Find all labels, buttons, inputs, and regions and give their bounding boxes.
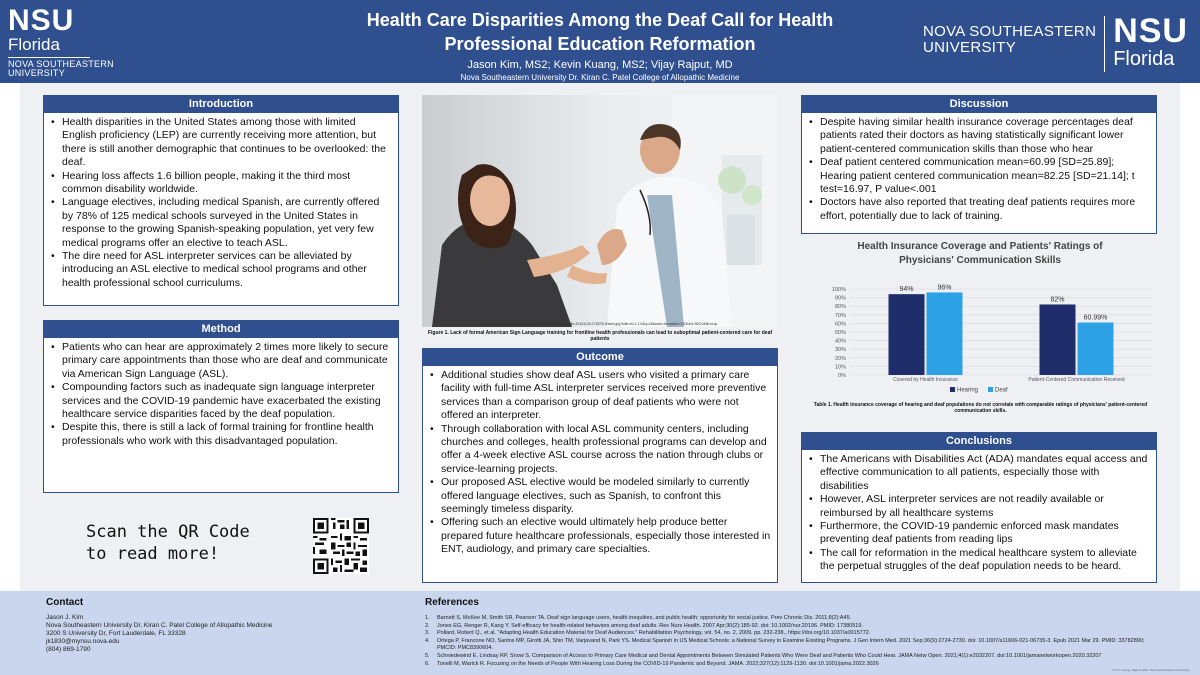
bar <box>889 294 925 375</box>
legend-swatch <box>950 387 955 392</box>
bar <box>1078 323 1114 375</box>
list-item: • Through collaboration with local ASL community centers, including churches and colleges, health professional programs can develop and offer a 4-week elective ASL course across the nation through clubs or service-learning projects. <box>429 423 771 477</box>
method-list <box>44 338 398 450</box>
data-label: 82% <box>1050 296 1065 304</box>
data-label: 60.99% <box>1083 314 1108 322</box>
legend-label: Deaf <box>995 387 1008 394</box>
list-item: • Hearing loss affects 1.6 billion people, making it the third most common disability worldwide. <box>50 170 392 197</box>
method-section <box>43 320 399 493</box>
bar <box>927 292 963 375</box>
contact-heading: Contact <box>46 597 84 608</box>
discussion-section <box>801 95 1157 234</box>
reference-item <box>425 653 1155 661</box>
y-tick-label: 30% <box>834 347 846 354</box>
authors: Jason Kim, MS2; Kevin Kuang, MS2; Vijay Rajput, MD <box>467 59 733 71</box>
list-item: • The Americans with Disabilities Act (ADA) mandates equal access and effective communication to all patients, especially those with disabilities <box>808 453 1150 493</box>
references-heading: References <box>425 597 479 608</box>
y-tick-label: 40% <box>834 338 846 345</box>
logo-right-divider <box>1104 16 1105 72</box>
logo-right-nova-line1: NOVA SOUTHEASTERN <box>923 23 1097 40</box>
y-tick-label: 50% <box>834 330 846 336</box>
contact-email[interactable]: jk1830@mynsu.nova.edu <box>46 638 120 645</box>
y-tick-label: 0% <box>838 373 846 379</box>
list-item: • Offering such an elective would ultimately help produce better prepared future healthcare professionals, especially those interested in ENT, audiology, and primary care specialties. <box>429 516 771 556</box>
qr-prompt-line1: Scan the QR Code <box>86 522 250 542</box>
list-item: • However, ASL interpreter services are not readily available or reimbursed by all healthcare systems <box>808 493 1150 520</box>
logo-florida-text: Florida <box>8 35 60 54</box>
figure-credit: https://images.theconversation.com/files/304249/original/file-20191128-178078-9nlwln.jpg?ixlib=rb-1.1.0&q=45&auto=format&w=1200&h=900.0&fit=crop <box>481 322 718 326</box>
reference-item <box>425 615 1155 623</box>
affiliation: Nova Southeastern University Dr. Kiran C. Patel College of Allopathic Medicine <box>460 73 740 82</box>
qr-prompt <box>86 521 250 565</box>
contact-address: 3200 S University Dr, Fort Lauderdale, FL 33328 <box>46 630 186 637</box>
list-item: • Doctors have also reported that treating deaf patients requires more effort, potentially due to lack of training. <box>808 196 1150 223</box>
list-item: • Despite this, there is still a lack of formal training for frontline health professionals who work with this disadvantaged population. <box>50 421 392 448</box>
data-label: 96% <box>937 284 952 292</box>
introduction-heading: Introduction <box>44 96 398 113</box>
x-tick-label: Covered by Health Insurance <box>893 377 958 383</box>
list-item: • Language electives, including medical Spanish, are currently offered by 78% of 125 medical schools surveyed in the United States in response to the growing Spanish-speaking population, yet very few medical programs offer an elective to teach ASL. <box>50 196 392 250</box>
figure-caption: Figure 1. Lack of formal American Sign Language training for frontline health professionals can lead to suboptimal patient-centered care for deaf patients <box>427 330 773 342</box>
qr-code-icon[interactable] <box>313 518 369 574</box>
reference-text: Barnett S, McKee M, Smith SR, Pearson TA. Deaf sign language users, health inequities, and public health: opportunity for social justice. Prev Chronic Dis. 2011;8(2):A45. <box>437 615 852 621</box>
logo-university-line1: NOVA SOUTHEASTERN <box>8 59 114 69</box>
discussion-heading: Discussion <box>802 96 1156 113</box>
data-label: 94% <box>899 286 914 294</box>
y-tick-label: 10% <box>834 364 846 371</box>
reference-number: 2. <box>425 622 430 629</box>
y-tick-label: 70% <box>834 312 846 319</box>
reference-text: Tonelli M, Warick R. Focusing on the Needs of People With Hearing Loss During the COVID-19 Pandemic and Beyond. JAMA. 2022;327(12):1129-1130. doi:10.1001/jama.2022.3026 <box>437 660 879 667</box>
conclusions-section <box>801 432 1157 583</box>
doctor-patient-illustration <box>422 95 777 327</box>
chart-title <box>820 240 1140 268</box>
list-item: • Furthermore, the COVID-19 pandemic enforced mask mandates preventing deaf patients from reading lips <box>808 520 1150 547</box>
list-item: • Patients who can hear are approximately 2 times more likely to secure primary care appointments than those who are deaf and communicate via American Sign Language (ASL). <box>50 341 392 381</box>
poster-title-line2: Professional Education Reformation <box>444 34 756 54</box>
reference-item <box>425 661 1155 669</box>
reference-number: 5. <box>425 652 430 659</box>
poster-title-line1: Health Care Disparities Among the Deaf Call for Health <box>366 10 834 30</box>
qr-prompt-line2: to read more! <box>86 544 220 564</box>
logo-right-nsu: NSU <box>1113 12 1188 50</box>
reference-number: 6. <box>425 660 430 667</box>
references-list <box>425 615 1155 668</box>
y-tick-label: 90% <box>834 295 846 302</box>
y-tick-label: 100% <box>831 287 846 293</box>
bar <box>1040 304 1076 375</box>
contact-phone: (804) 869-1790 <box>46 646 91 653</box>
logo-right-nova-line2: UNIVERSITY <box>923 39 1017 56</box>
reference-number: 1. <box>425 615 430 621</box>
y-tick-label: 20% <box>834 355 846 362</box>
x-tick-label: Patient-Centered Communication Received <box>1028 377 1125 383</box>
logo-right-mark <box>1113 14 1188 70</box>
reference-text: Pollard, Robert Q., et al. "Adapting Health Education Material for Deaf Audiences." Rehabilitation Psychology, vol. 54, no. 2, 2009, pp. 232-238., https://doi.org/10.1037/a0015772. <box>437 630 871 637</box>
list-item: • Our proposed ASL elective would be modeled similarly to currently offered language electives, such as Spanish, to confront this seemingly timeless disparity. <box>429 476 771 516</box>
list-item: • The call for reformation in the medical healthcare system to alleviate the perpetual struggles of the deaf population needs to be heard. <box>808 547 1150 574</box>
reference-text: Schniedewind E, Lindsay RP, Snow S. Comparison of Access to Primary Care Medical and Dental Appointments Between Simulated Patients Who Were Deaf and Patients Who Could Hear. JAMA Netw Open. 2021;4(1):e2032207. doi:10.1001/jamanetworkopen.2020.32207 <box>437 652 1102 659</box>
title-block <box>300 8 900 83</box>
logo-right-florida: Florida <box>1113 48 1175 70</box>
reference-text: Ortega P, Francone NO, Santos MP, Girotti JA, Shin TM, Varjavand N, Park YS. Medical Spanish in US Medical Schools: a National Survey to Examine Existing Programs. J Gen Intern Med. 2021 Sep;36(9):2724-2730. doi: 10.1007/s11606-021-06735-3. Epub 2021 Mar 29. PMID: 33782890; PMCID: PMC8390604. <box>437 637 1145 652</box>
discussion-list <box>802 113 1156 225</box>
outcome-section <box>422 348 778 583</box>
list-item: • Deaf patient centered communication mean=60.99 [SD=25.89]; Hearing patient centered communication mean=82.25 [SD=21.14]; t test=16.97, P value<.001 <box>808 156 1150 196</box>
contact-affiliation: Nova Southeastern University Dr. Kiran C. Patel College of Allopathic Medicine <box>46 622 273 629</box>
list-item: • Additional studies show deaf ASL users who visited a primary care facility with full-time ASL interpreter services received more preventive services than a comparison group of deaf patients who were not offered an interpreter. <box>429 369 771 423</box>
table-caption: Table 1. Health insurance coverage of hearing and deaf populations do not correlate with comparable ratings of physicians' patient-centered communication skills. <box>813 402 1148 414</box>
conclusions-heading: Conclusions <box>802 433 1156 450</box>
y-tick-label: 80% <box>834 304 846 311</box>
introduction-section <box>43 95 399 306</box>
list-item: • Health disparities in the United States among those with limited English proficiency (LEP) are currently receiving more attention, but there is still another demographic that continues to be overlooked: the deaf. <box>50 116 392 170</box>
list-item: • Despite having similar health insurance coverage percentages deaf patients rated their doctors as having statistically significant lower patient-centered communication skills than those who hear <box>808 116 1150 156</box>
outcome-list <box>423 366 777 559</box>
legend-swatch <box>988 387 993 392</box>
reference-item <box>425 638 1155 653</box>
reference-text: Jones EG, Renger R, Kang Y. Self-efficacy for health-related behaviors among deaf adults. Res Nurs Health. 2007 Apr;30(2):185-92. doi: 10.1002/nur.20196. PMID: 17380519. <box>437 622 863 629</box>
contact-name: Jason J. Kim <box>46 614 84 621</box>
chart-title-line1: Health Insurance Coverage and Patients' Ratings of <box>857 241 1103 252</box>
logo-right-nova <box>923 24 1096 56</box>
nsu-logo-left <box>8 6 114 78</box>
reference-number: 4. <box>425 637 430 644</box>
reference-item <box>425 630 1155 638</box>
logo-university-line2: UNIVERSITY <box>8 68 66 78</box>
copyright: © Kim, Kuang, Rajput 2022. Nova Southeastern University. <box>1111 668 1190 672</box>
nsu-logo-right <box>923 14 1188 72</box>
conclusions-list <box>802 450 1156 576</box>
reference-item <box>425 623 1155 631</box>
legend-label: Hearing <box>957 387 979 394</box>
logo-nsu-text: NSU <box>8 4 75 37</box>
outcome-heading: Outcome <box>423 349 777 366</box>
y-tick-label: 60% <box>834 321 846 328</box>
logo-rule <box>8 57 90 58</box>
chart-title-line2: Physicians' Communication Skills <box>899 255 1061 266</box>
contact-info <box>46 614 273 654</box>
list-item: • Compounding factors such as inadequate sign language interpreter services and the COVID-19 pandemic have exacerbated the existing healthcare service disparities faced by the deaf population. <box>50 381 392 421</box>
reference-number: 3. <box>425 630 430 637</box>
list-item: • The dire need for ASL interpreter services can be alleviated by introducing an ASL elective to medical school programs and other health professional school curriculums. <box>50 250 392 290</box>
method-heading: Method <box>44 321 398 338</box>
insurance-communication-chart <box>800 275 1160 400</box>
introduction-list <box>44 113 398 292</box>
figure-photo <box>422 95 777 327</box>
